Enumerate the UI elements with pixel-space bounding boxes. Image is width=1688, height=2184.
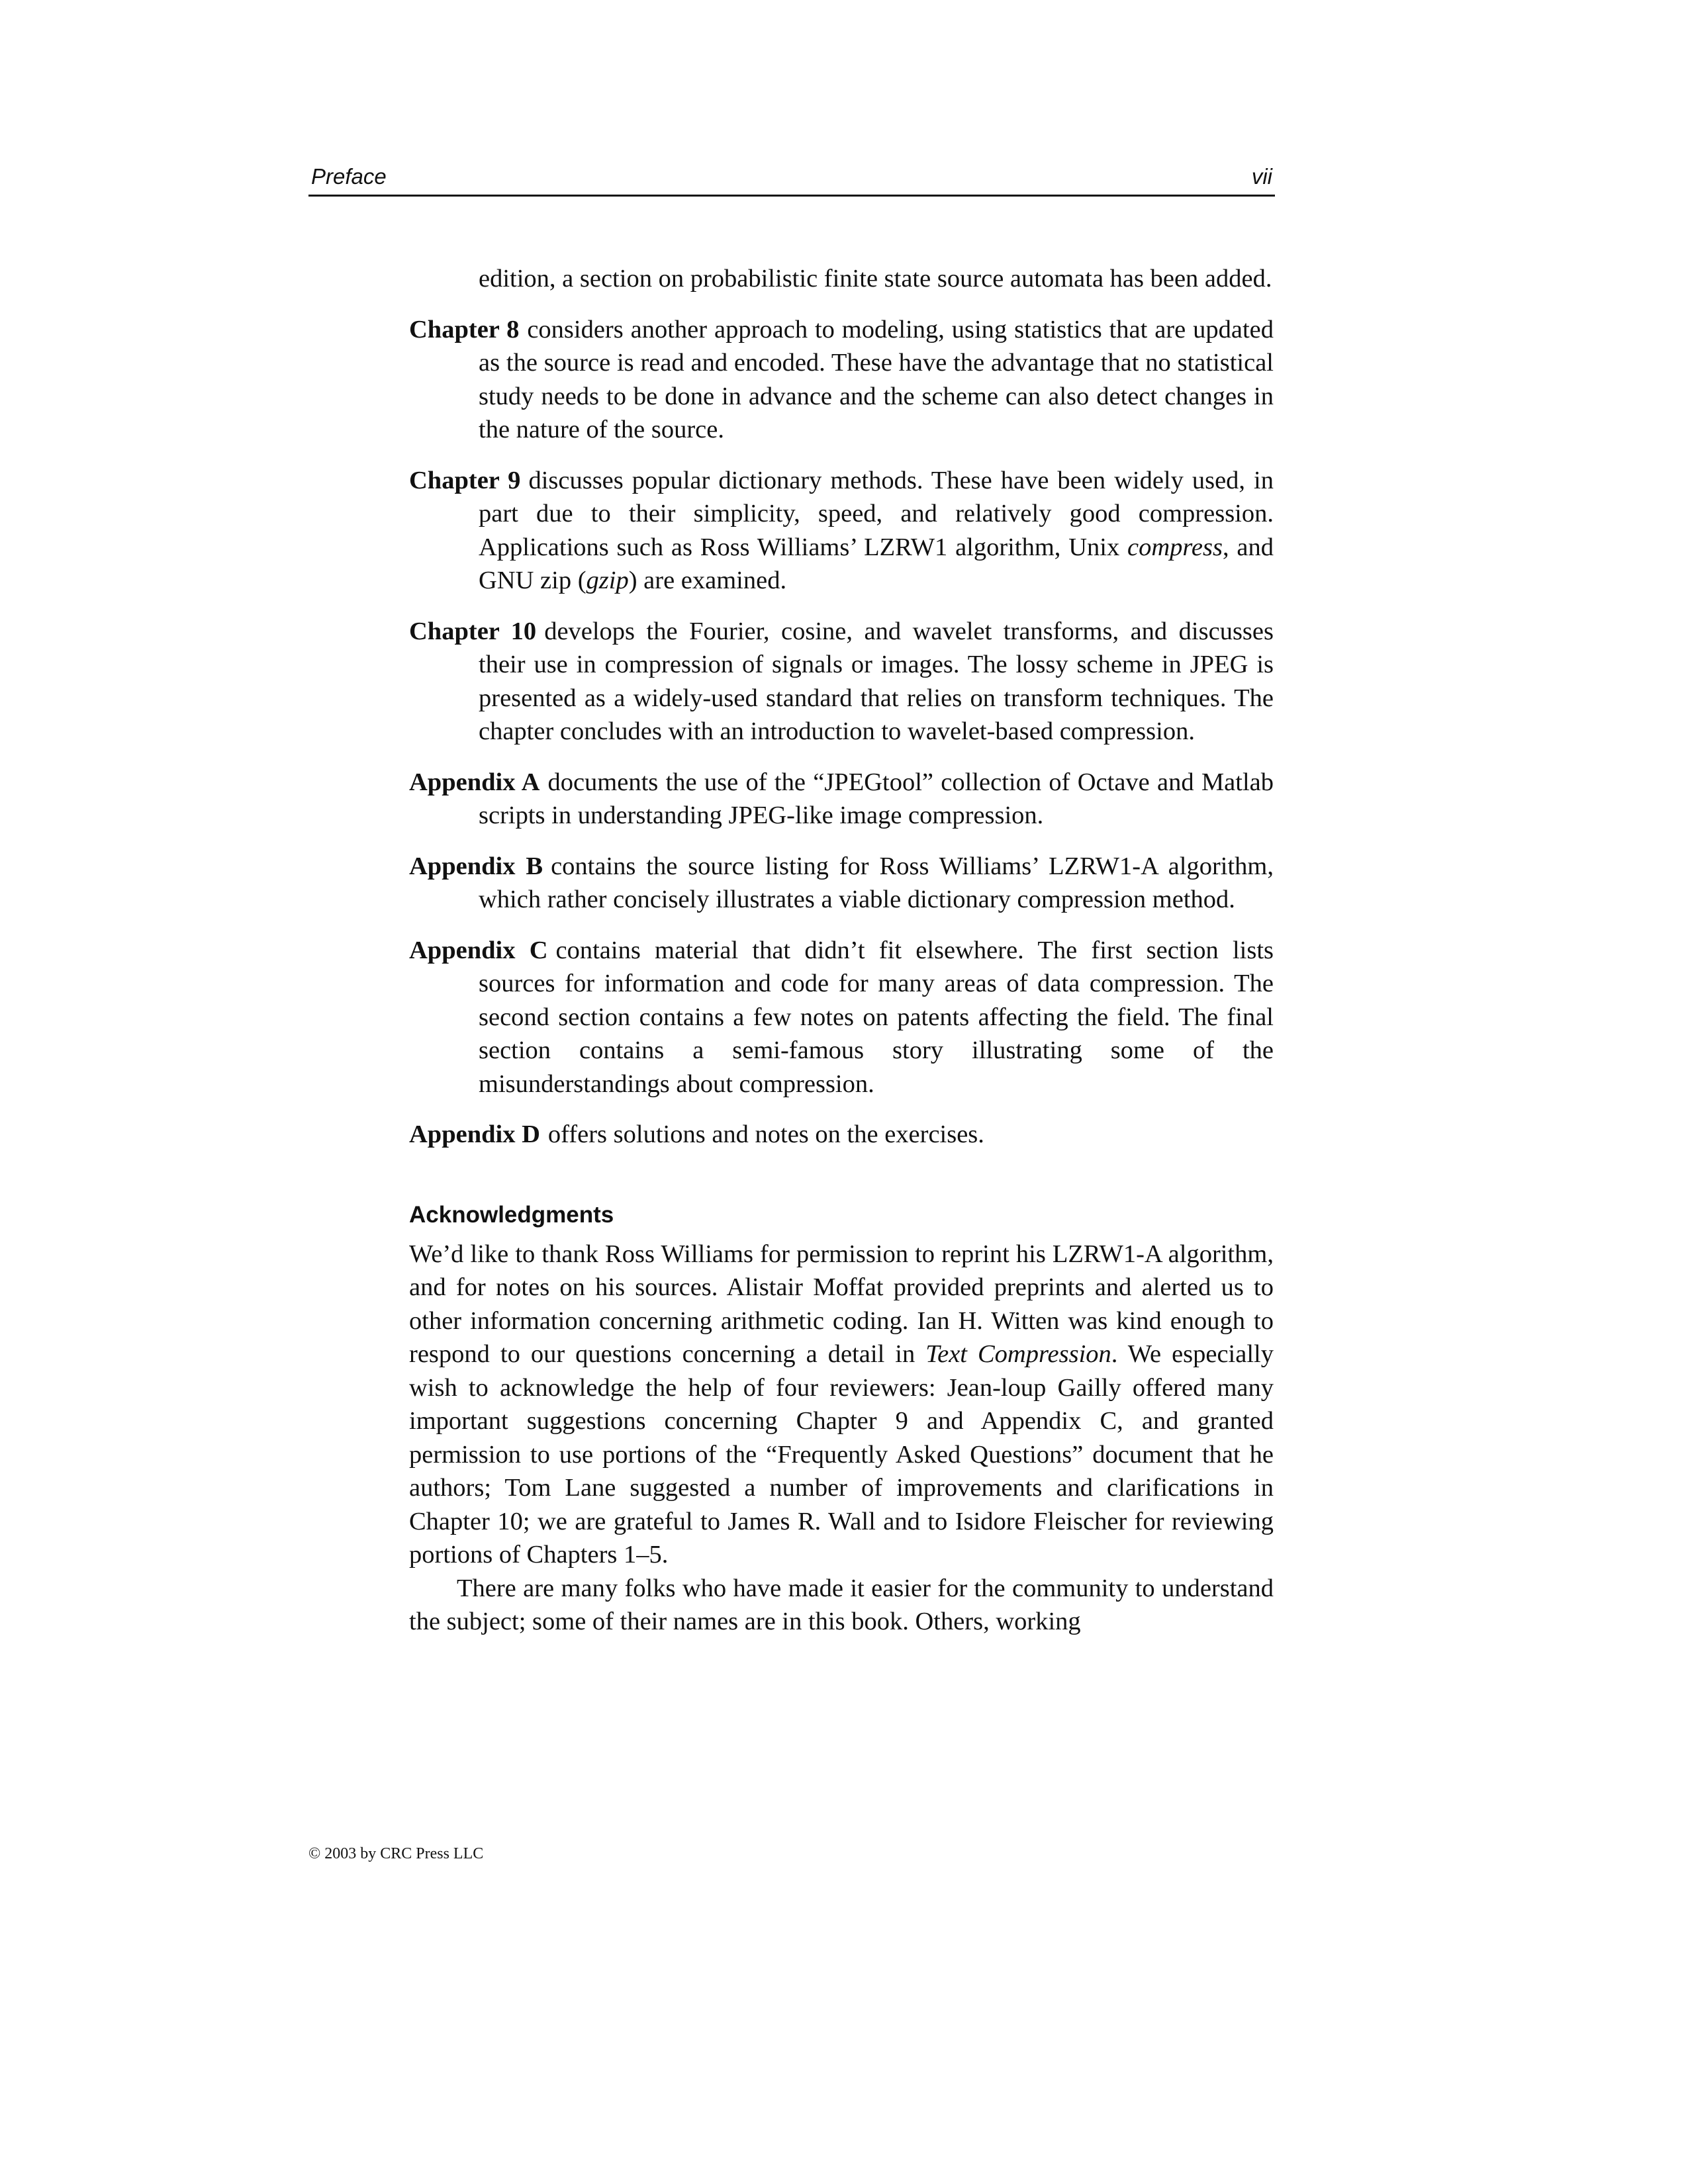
description-chapter-10: [409, 615, 1274, 749]
entry-text-mid: , and GNU zip (: [479, 533, 1274, 594]
copyright-footer: © 2003 by CRC Press LLC: [308, 1845, 484, 1862]
acknowledgments-paragraph-2: There are many folks who have made it easier for the community to understand the subject; some of their names are in this book. Others, working: [409, 1574, 1274, 1635]
entry-text: contains material that didn’t fit elsewhere. The first section lists sources for information and code for many areas of data compression. The second section contains a few notes on patents affecting the field. The final section contains a semi-famous story illustrating some of the misunderstandings about compression.: [479, 936, 1274, 1098]
entry-text: considers another approach to modeling, using statistics that are updated as the source is read and encoded. These have the advantage that no statistical study needs to be done in advance and the scheme can also detect changes in the nature of the source.: [479, 315, 1274, 443]
main-text: [409, 262, 1274, 1639]
entry-text-end: ) are examined.: [628, 567, 787, 594]
entry-label: Chapter 10: [409, 617, 537, 645]
entry-text: contains the source listing for Ross Williams’ LZRW1-A algorithm, which rather concisely illustrates a viable dictionary compression method.: [479, 852, 1274, 913]
entry-italic-term: compress: [1127, 533, 1223, 561]
paragraph-text: We’d like to thank Ross Williams for permission to reprint his LZRW1-A algorithm, and for notes on his sources. Alistair Moffat provided preprints and alerted us to other information concerning arithmetic coding. Ian H. Witten was kind enough to respond to our questions concerning a detail in: [409, 1240, 1274, 1368]
entry-label: Appendix D: [409, 1120, 540, 1148]
entry-label: Chapter 9: [409, 466, 521, 494]
page-number: vii: [1251, 164, 1272, 189]
description-appendix-b: [409, 850, 1274, 917]
entry-italic-term-2: gzip: [586, 567, 629, 594]
paragraph-text-end: . We especially wish to acknowledge the help of four reviewers: Jean-loup Gailly offered many important suggestions concerning Chapter 9 and Appendix C, and granted permission to use portions of the “Frequently Asked Questions” document that he authors; Tom Lane suggested a number of improvements and clarifications in Chapter 10; we are grateful to James R. Wall and to Isidore Fleischer for reviewing portions of Chapters 1–5.: [409, 1340, 1274, 1569]
entry-text: discusses popular dictionary methods. These have been widely used, in part due to their simplicity, speed, and relatively good compression. Applications such as Ross Williams’ LZRW1 algorithm, Unix: [479, 466, 1274, 561]
description-appendix-d: [409, 1118, 1274, 1152]
description-appendix-a: [409, 766, 1274, 833]
acknowledgments-heading: Acknowledgments: [409, 1201, 614, 1228]
book-title: Text Compression: [925, 1340, 1111, 1368]
acknowledgments-paragraph-1: [409, 1238, 1274, 1572]
entry-label: Chapter 8: [409, 315, 520, 343]
entry-label: Appendix B: [409, 852, 543, 880]
description-appendix-c: [409, 934, 1274, 1101]
description-chapter-9: [409, 464, 1274, 598]
entry-text: develops the Fourier, cosine, and wavelet transforms, and discusses their use in compression of signals or images. The lossy scheme in JPEG is presented as a widely-used standard that relies on transform techniques. The chapter concludes with an introduction to wavelet-based compression.: [479, 617, 1274, 745]
running-header: [308, 163, 1275, 197]
running-header-title: Preface: [311, 164, 387, 189]
entry-text: documents the use of the “JPEGtool” collection of Octave and Matlab scripts in understanding JPEG-like image compression.: [479, 768, 1274, 829]
continued-paragraph: edition, a section on probabilistic finite state source automata has been added.: [479, 265, 1272, 293]
description-chapter-8: [409, 313, 1274, 447]
entry-label: Appendix C: [409, 936, 548, 964]
entry-label: Appendix A: [409, 768, 540, 796]
entry-text: offers solutions and notes on the exercises.: [547, 1120, 984, 1148]
